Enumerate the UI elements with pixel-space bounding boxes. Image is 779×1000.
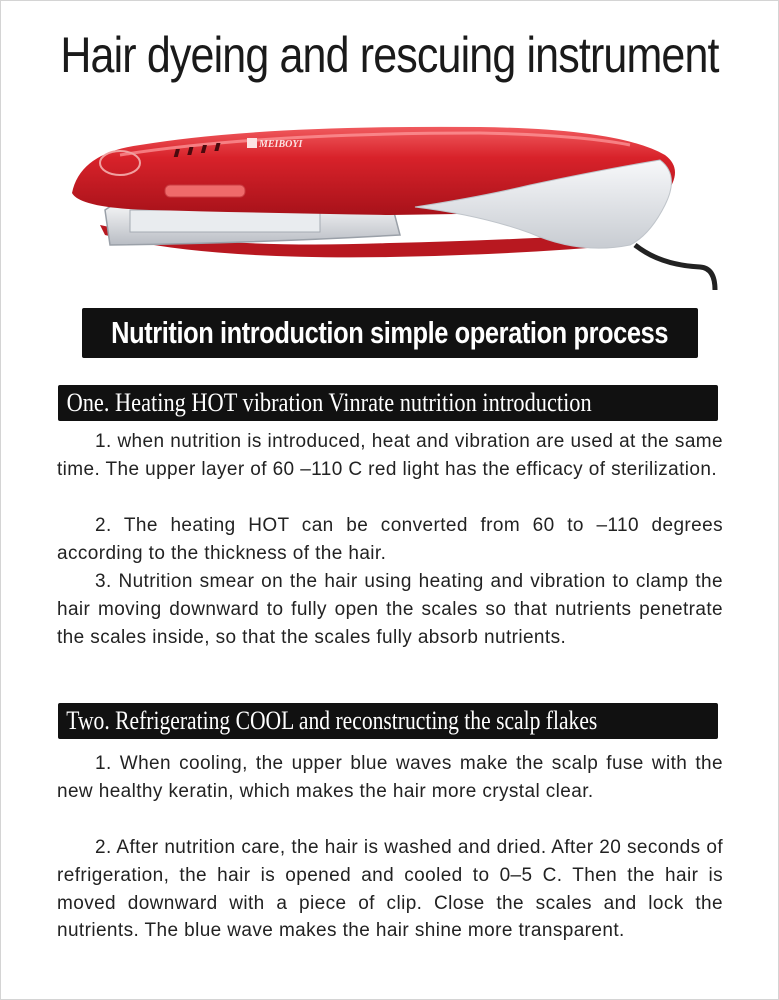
- section-one-item-2: 2. The heating HOT can be converted from 60 to –110 degrees according to the thickness of the hair.: [57, 515, 723, 564]
- section-one-item-3: 3. Nutrition smear on the hair using heating and vibration to clamp the hair moving downward to fully open the scales so that nutrients penetrate the scales inside, so that the scales fully absorb nutrients.: [57, 571, 723, 648]
- section-two-item-1: 1. When cooling, the upper blue waves make the scalp fuse with the new healthy keratin, which makes the hair more crystal clear.: [57, 753, 723, 802]
- section-two-item-2: 2. After nutrition care, the hair is washed and dried. After 20 seconds of refrigeration, the hair is opened and cooled to 0–5 C. Then the hair is moved downward with a piece of clip. Close the scales and lock the nutrients. The blue wave makes the hair shine more transparent.: [57, 837, 723, 942]
- process-banner: [82, 308, 698, 358]
- section-one-heading: One. Heating HOT vibration Vinrate nutrition introduction: [58, 385, 718, 421]
- banner-text: Nutrition introduction simple operation process: [111, 315, 669, 350]
- section-two-heading: Two. Refrigerating COOL and reconstructing the scalp flakes: [58, 703, 718, 739]
- brand-name: MEIBOYI: [259, 139, 303, 150]
- power-cable: [635, 245, 715, 290]
- page-title: Hair dyeing and rescuing instrument: [60, 27, 719, 83]
- brand-logo-icon: [247, 138, 257, 148]
- section-one-item-1: 1. when nutrition is introduced, heat and vibration are used at the same time. The upper layer of 60 –110 C red light has the efficacy of sterilization.: [57, 431, 723, 480]
- mode-slider: [165, 185, 245, 197]
- product-image: [60, 115, 720, 300]
